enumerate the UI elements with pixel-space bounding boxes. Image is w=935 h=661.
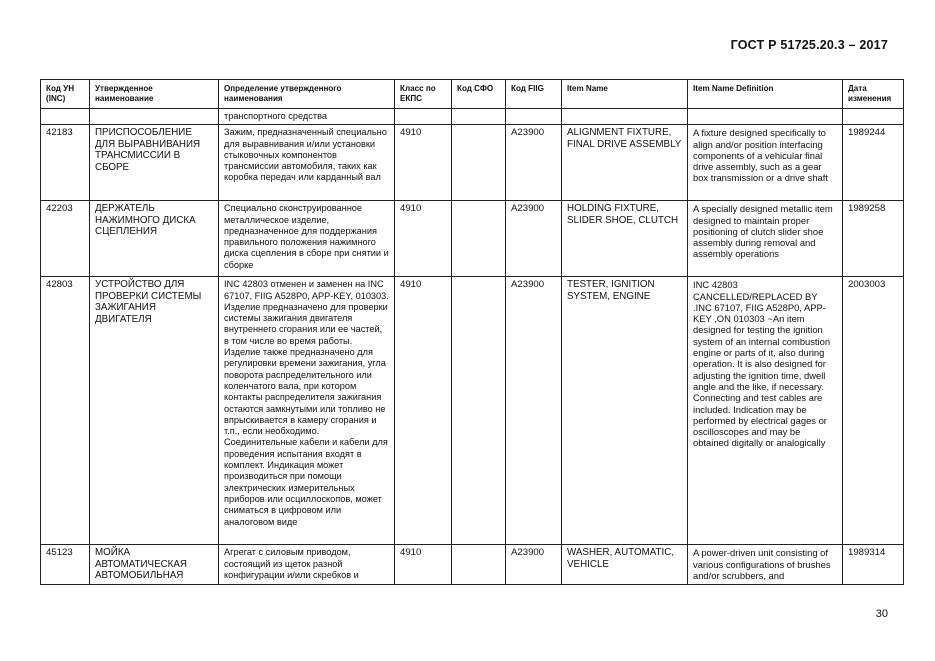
date-cell: 1989258 [843, 201, 904, 277]
sfo-cell [452, 201, 506, 277]
continuation-row [41, 109, 904, 125]
approved-name-cell: ДЕРЖАТЕЛЬ НАЖИМНОГО ДИСКА СЦЕПЛЕНИЯ [90, 201, 219, 277]
col-approved-name: Утвержденное наименование [90, 80, 219, 109]
item-name-cell: WASHER, AUTOMATIC, VEHICLE [562, 545, 688, 584]
item-name-cell: HOLDING FIXTURE, SLIDER SHOE, CLUTCH [562, 201, 688, 277]
definition-cell: Зажим, предназначенный специально для выравнивания и/или установки стыковочных компонентов трансмиссии автомобиля, таких как коробка передач или карданный вал [219, 125, 395, 201]
col-item-name: Item Name [562, 80, 688, 109]
continuation-text: транспортного средства [219, 109, 395, 125]
fiig-cell: A23900 [506, 125, 562, 201]
inc-cell: 42803 [41, 277, 90, 545]
sfo-cell [452, 125, 506, 201]
col-item-name-definition: Item Name Definition [688, 80, 843, 109]
definition-cell: Специально сконструированное металлическое изделие, предназначенное для поддержания правильного положения нажимного диска сцепления в сборе при снятии и сборке [219, 201, 395, 277]
col-ekps-class: Класс по ЕКПС [395, 80, 452, 109]
approved-name-cell: ПРИСПОСОБЛЕНИЕ ДЛЯ ВЫРАВНИВАНИЯ ТРАНСМИССИИ В СБОРЕ [90, 125, 219, 201]
table-row [41, 201, 904, 277]
fiig-cell: A23900 [506, 201, 562, 277]
item-name-cell: ALIGNMENT FIXTURE, FINAL DRIVE ASSEMBLY [562, 125, 688, 201]
ekps-cell: 4910 [395, 545, 452, 584]
definition-cell: Агрегат с силовым приводом, состоящий из щеток разной конфигурации и/или скребков и [219, 545, 395, 584]
col-definition: Определение утвержденного наименования [219, 80, 395, 109]
date-cell: 1989314 [843, 545, 904, 584]
page-number: 30 [875, 608, 888, 620]
col-sfo-code: Код СФО [452, 80, 506, 109]
inc-cell: 42183 [41, 125, 90, 201]
ekps-cell: 4910 [395, 201, 452, 277]
col-change-date: Дата изменения [843, 80, 904, 109]
col-fiig-code: Код FIIG [506, 80, 562, 109]
document-header: ГОСТ Р 51725.20.3 – 2017 [730, 38, 888, 52]
inc-cell: 42203 [41, 201, 90, 277]
fiig-cell: A23900 [506, 545, 562, 584]
definition-cell: INC 42803 отменен и заменен на INC 67107, FIIG A528P0, APP-KEY, 010303. Изделие предназначено для проверки системы зажигания двигателя внутреннего сгорания или ее частей, в том числе во время работы. Изделие также предназначено для регулировки времени зажигания, угла поворота распределительного или коленчатого вала, при котором контакты распределителя зажигания остаются замкнутыми или топливо не впрыскивается в камеру сгорания и т.п., если необходимо. Соединительные кабели и кабели для проведения испытания входят в комплект. Индикация может производиться при помощи электрических измерительных приборов или осциллоскопов, может сниматься в цифровом или аналоговом виде [219, 277, 395, 545]
catalog-table [40, 79, 904, 585]
approved-name-cell: МОЙКА АВТОМАТИЧЕСКАЯ АВТОМОБИЛЬНАЯ [90, 545, 219, 584]
col-inc: Код УН (INC) [41, 80, 90, 109]
item-name-cell: TESTER, IGNITION SYSTEM, ENGINE [562, 277, 688, 545]
sfo-cell [452, 545, 506, 584]
sfo-cell [452, 277, 506, 545]
item-definition-cell: A specially designed metallic item designed to maintain proper positioning of clutch slider shoe assembly during removal and assembly operations [688, 201, 843, 277]
item-definition-cell: A power-driven unit consisting of various configurations of brushes and/or scrubbers, and [688, 545, 843, 584]
table-row [41, 277, 904, 545]
date-cell: 1989244 [843, 125, 904, 201]
item-definition-cell: INC 42803 CANCELLED/REPLACED BY .INC 67107, FIIG A528P0, APP-KEY ,ON 010303 ~An item designed for testing the ignition system of an internal combustion engine or parts of it, also during operation. It is also designed for adjusting the ignition time, dwell angle and the like, if necessary. Connecting and test cables are included. Indication may be performed by electrical gages or oscilloscopes and may be obtained digitally or analogically [688, 277, 843, 545]
table-row [41, 125, 904, 201]
approved-name-cell: УСТРОЙСТВО ДЛЯ ПРОВЕРКИ СИСТЕМЫ ЗАЖИГАНИЯ ДВИГАТЕЛЯ [90, 277, 219, 545]
ekps-cell: 4910 [395, 125, 452, 201]
ekps-cell: 4910 [395, 277, 452, 545]
header-row [41, 80, 904, 109]
table-row [41, 545, 904, 584]
fiig-cell: A23900 [506, 277, 562, 545]
date-cell: 2003003 [843, 277, 904, 545]
inc-cell: 45123 [41, 545, 90, 584]
item-definition-cell: A fixture designed specifically to align and/or position interfacing components of a vehicular final drive assembly, such as a gear box transmission or a drive shaft [688, 125, 843, 201]
